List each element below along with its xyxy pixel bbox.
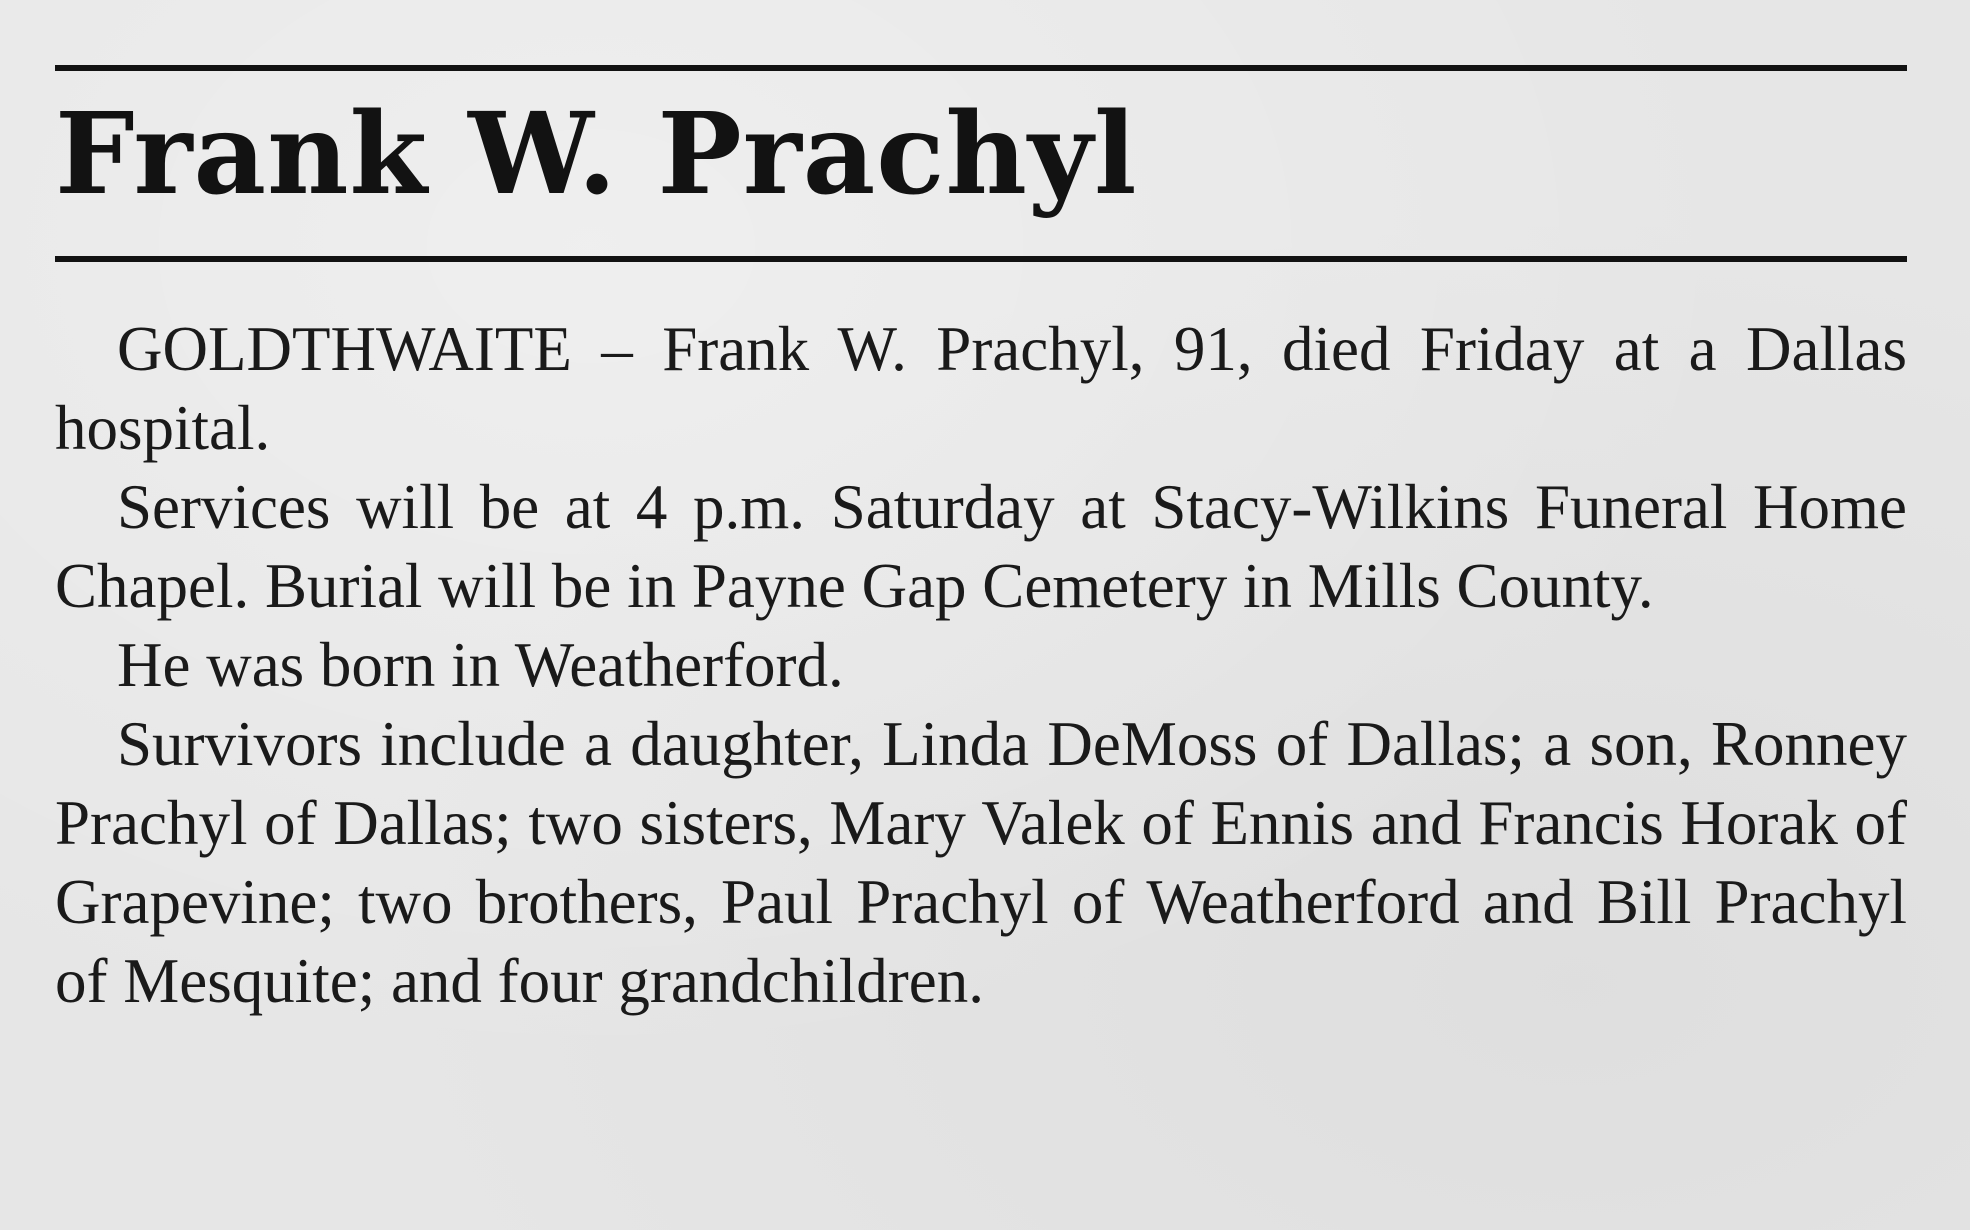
headline-bottom-rule [55, 256, 1907, 262]
paragraph-death-notice: GOLDTHWAITE – Frank W. Prachyl, 91, died Friday at a Dallas hospital. [55, 314, 1907, 463]
paragraph-birthplace: He was born in Weatherford. [117, 630, 844, 700]
paragraph-survivors: Survivors include a daughter, Linda DeMoss of Dallas; a son, Ronney Prachyl of Dallas; two sisters, Mary Valek of Ennis and Francis Horak of Grapevine; two brothers, Paul Prachyl of Weatherford and Bill Prachyl of Mesquite; and four grandchildren. [55, 709, 1907, 1016]
obituary-headline: Frank W. Prachyl [55, 89, 1138, 220]
paragraph-services: Services will be at 4 p.m. Saturday at Stacy-Wilkins Funeral Home Chapel. Burial will be in Payne Gap Cemetery in Mills County. [55, 472, 1907, 621]
obituary-body [55, 310, 1907, 1021]
headline-top-rule [55, 65, 1907, 71]
